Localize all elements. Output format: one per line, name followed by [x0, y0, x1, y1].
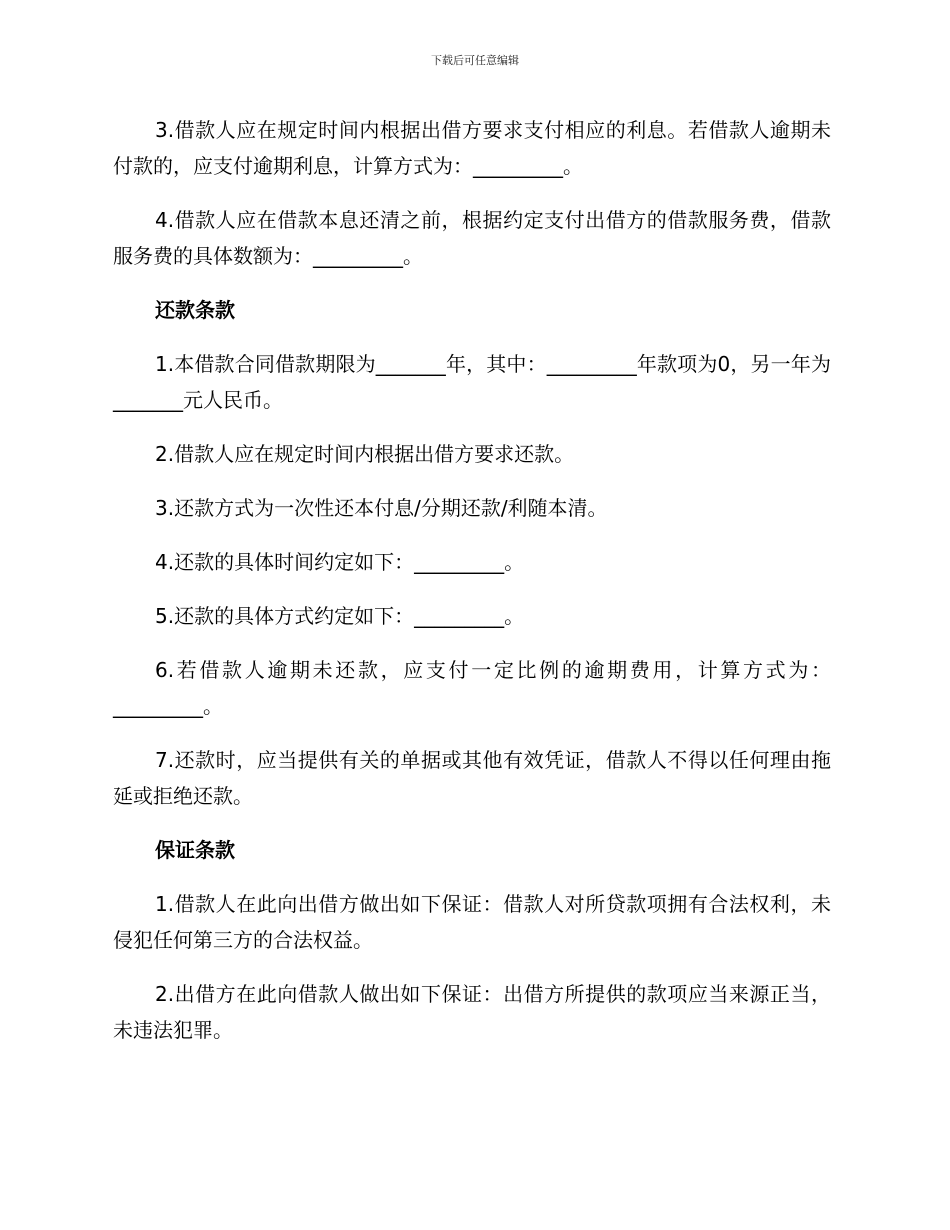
- guarantee-clause-2: 2.出借方在此向借款人做出如下保证：出借方所提供的款项应当来源正当，未违法犯罪。: [113, 982, 831, 1042]
- repayment-clause-1: 1.本借款合同借款期限为_______年，其中：_________年款项为0，另一年为_______元人民币。: [113, 352, 831, 412]
- repayment-clause-3: 3.还款方式为一次性还本付息/分期还款/利随本清。: [155, 496, 608, 520]
- repayment-clause-7: 7.还款时，应当提供有关的单据或其他有效凭证，借款人不得以任何理由拖延或拒绝还款。: [113, 748, 831, 808]
- repayment-clause-4: 4.还款的具体时间约定如下：_________。: [155, 550, 525, 574]
- guarantee-clause-1: 1.借款人在此向出借方做出如下保证：借款人对所贷款项拥有合法权利，未侵犯任何第三方的合法权益。: [113, 892, 831, 952]
- page-header: 下载后可任意编辑: [431, 54, 519, 67]
- service-fee-clause-4: 4.借款人应在借款本息还清之前，根据约定支付出借方的借款服务费，借款服务费的具体数额为：_________。: [113, 208, 831, 268]
- repayment-clause-5: 5.还款的具体方式约定如下：_________。: [155, 604, 525, 628]
- section-heading-repayment: 还款条款: [155, 298, 235, 322]
- interest-clause-3: 3.借款人应在规定时间内根据出借方要求支付相应的利息。若借款人逾期未付款的，应支付逾期利息，计算方式为：_________。: [113, 118, 831, 178]
- repayment-clause-6: 6.若借款人逾期未还款，应支付一定比例的逾期费用，计算方式为：_________。: [113, 658, 831, 718]
- repayment-clause-2: 2.借款人应在规定时间内根据出借方要求还款。: [155, 442, 575, 466]
- section-heading-guarantee: 保证条款: [155, 838, 235, 862]
- document-body: [113, 112, 831, 1066]
